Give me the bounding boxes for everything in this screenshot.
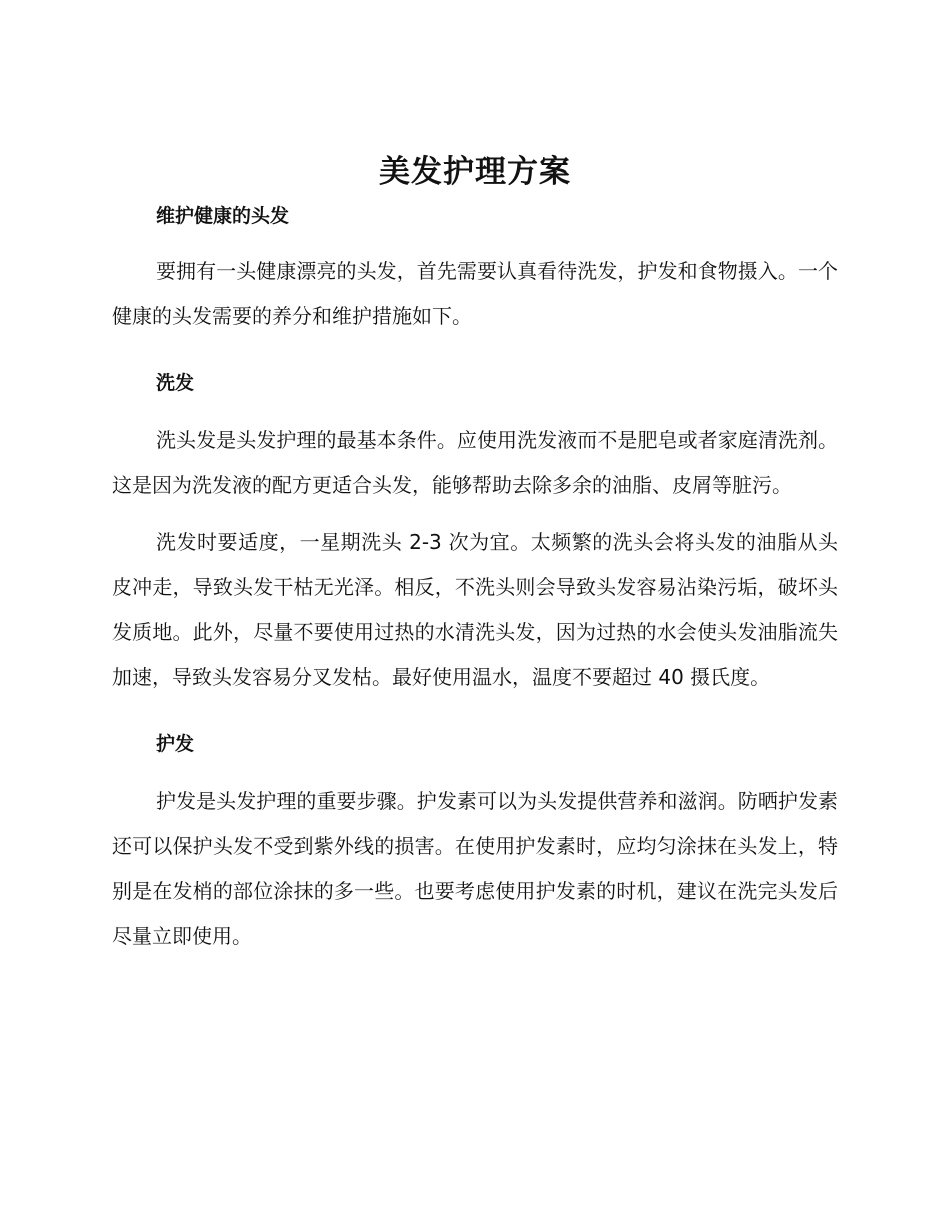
document-title: 美发护理方案 <box>379 154 571 190</box>
paragraph-conditioning: 护发是头发护理的重要步骤。护发素可以为头发提供营养和滋润。防晒护发素还可以保护头发不受到紫外线的损害。在使用护发素时，应均匀涂抹在头发上，特别是在发梢的部位涂抹的多一些。也要考虑使用护发素的时机，建议在洗完头发后尽量立即使用。 <box>112 789 838 948</box>
section-heading-maintain-healthy-hair: 维护健康的头发 <box>156 205 290 227</box>
section-heading-conditioning: 护发 <box>156 733 195 755</box>
paragraph-washing-basics: 洗头发是头发护理的最基本条件。应使用洗发液而不是肥皂或者家庭清洗剂。这是因为洗发液的配方更适合头发，能够帮助去除多余的油脂、皮屑等脏污。 <box>112 428 838 497</box>
paragraph-intro: 要拥有一头健康漂亮的头发，首先需要认真看待洗发，护发和食物摄入。一个健康的头发需要的养分和维护措施如下。 <box>112 259 838 328</box>
paragraph-washing-frequency: 洗发时要适度，一星期洗头 2-3 次为宜。太频繁的洗头会将头发的油脂从头皮冲走，导致头发干枯无光泽。相反，不洗头则会导致头发容易沾染污垢，破坏头发质地。此外，尽量不要使用过热的水清洗头发，因为过热的水会使头发油脂流失加速，导致头发容易分叉发枯。最好使用温水，温度不要超过 40 摄氏度。 <box>112 530 838 689</box>
section-heading-washing: 洗发 <box>156 372 195 394</box>
